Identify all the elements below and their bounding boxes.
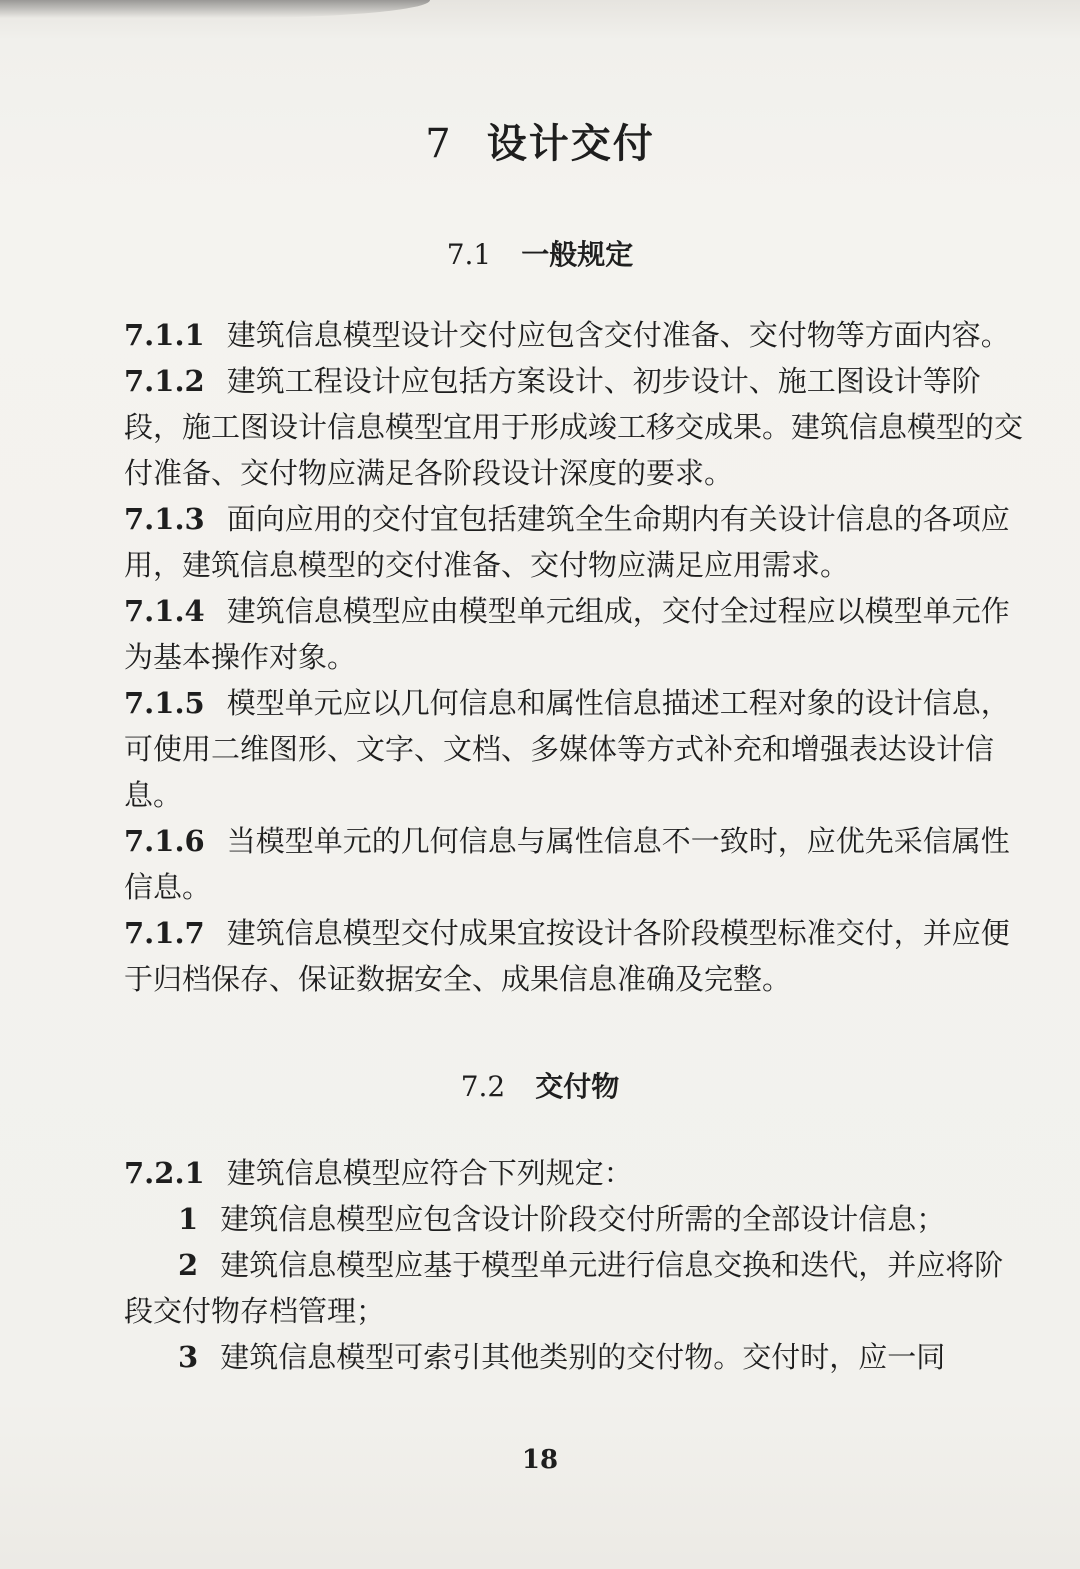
item-text: 建筑信息模型可索引其他类别的交付物。交付时，应一同	[220, 1340, 946, 1374]
item-text: 建筑信息模型应基于模型单元进行信息交换和迭代，并应将阶段交付物存档管理；	[124, 1248, 1004, 1328]
clause-text: 模型单元应以几何信息和属性信息描述工程对象的设计信息，可使用二维图形、文字、文档、多媒体等方式补充和增强表达设计信息。	[124, 686, 1010, 812]
page-number: 18	[521, 1445, 559, 1475]
section-title-7-1	[0, 233, 1080, 273]
list-item	[124, 1334, 1024, 1380]
clause-number: 7.1.6	[124, 824, 205, 858]
clause-number: 7.1.4	[124, 594, 205, 628]
clause-text: 建筑信息模型应由模型单元组成，交付全过程应以模型单元作为基本操作对象。	[124, 594, 1010, 674]
clause-7-1-6	[124, 818, 1024, 910]
chapter-title	[0, 112, 1080, 169]
section-title-text: 一般规定	[521, 238, 634, 271]
clause-number: 7.1.7	[124, 916, 205, 950]
clause-number: 7.2.1	[124, 1156, 205, 1190]
clause-7-1-2	[124, 358, 1024, 496]
section-title-text: 交付物	[535, 1070, 620, 1103]
clause-text: 面向应用的交付宜包括建筑全生命期内有关设计信息的各项应用，建筑信息模型的交付准备、交付物应满足应用需求。	[124, 502, 1010, 582]
clause-7-1-3	[124, 496, 1024, 588]
section-number: 7.1	[446, 238, 492, 271]
list-item	[124, 1196, 1024, 1242]
clause-number: 7.1.3	[124, 502, 205, 536]
clause-text: 建筑信息模型应符合下列规定：	[226, 1156, 633, 1190]
item-number: 3	[178, 1340, 199, 1374]
section-number: 7.2	[460, 1070, 506, 1103]
clause-7-2-1	[124, 1150, 1024, 1196]
chapter-title-text: 设计交付	[486, 120, 655, 167]
clause-7-1-5	[124, 680, 1024, 818]
scan-shadow	[0, 0, 430, 18]
clause-7-1-1	[124, 312, 1024, 358]
clause-number: 7.1.5	[124, 686, 205, 720]
clause-text: 当模型单元的几何信息与属性信息不一致时，应优先采信属性信息。	[124, 824, 1010, 904]
clause-7-1-4	[124, 588, 1024, 680]
clause-number: 7.1.1	[124, 318, 205, 352]
clause-number: 7.1.2	[124, 364, 205, 398]
clause-7-1-7	[124, 910, 1024, 1002]
clause-text: 建筑工程设计应包括方案设计、初步设计、施工图设计等阶段，施工图设计信息模型宜用于形成竣工移交成果。建筑信息模型的交付准备、交付物应满足各阶段设计深度的要求。	[124, 364, 1024, 490]
item-number: 2	[178, 1248, 199, 1282]
clause-text: 建筑信息模型交付成果宜按设计各阶段模型标准交付，并应便于归档保存、保证数据安全、成果信息准确及完整。	[124, 916, 1010, 996]
section-7-1-body	[124, 312, 1024, 1002]
chapter-number: 7	[425, 121, 453, 167]
section-7-2-body	[124, 1150, 1024, 1380]
list-item	[124, 1242, 1024, 1334]
section-title-7-2	[0, 1065, 1080, 1105]
clause-text: 建筑信息模型设计交付应包含交付准备、交付物等方面内容。	[226, 318, 1010, 352]
item-number: 1	[178, 1202, 199, 1236]
item-text: 建筑信息模型应包含设计阶段交付所需的全部设计信息；	[220, 1202, 946, 1236]
